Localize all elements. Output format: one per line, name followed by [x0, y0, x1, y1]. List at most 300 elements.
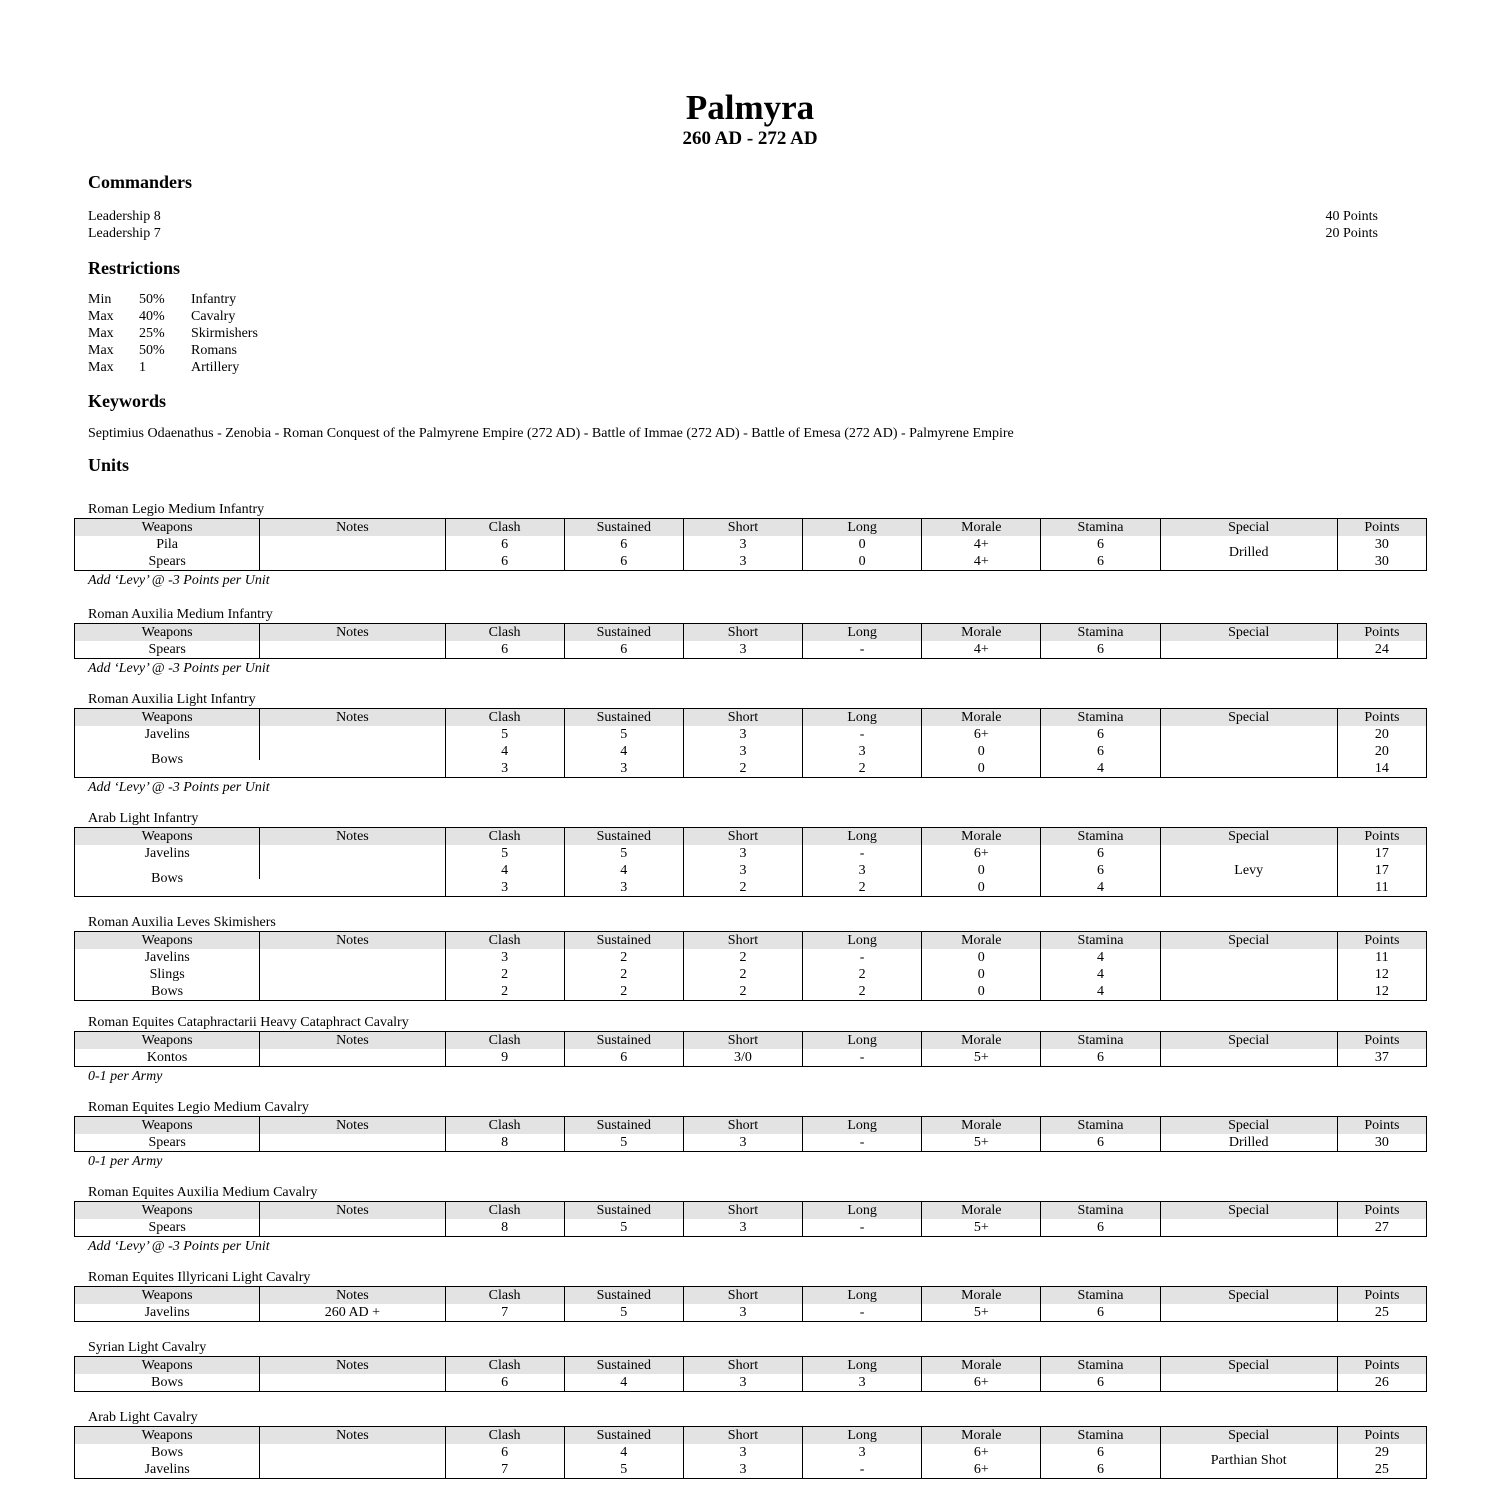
- column-header: Special: [1160, 828, 1337, 846]
- special-cell: [1160, 1374, 1337, 1392]
- long-cell: -: [803, 1049, 922, 1067]
- restriction-row: [88, 359, 1428, 376]
- short-cell: 3: [683, 1461, 802, 1479]
- unit-name: Roman Equites Auxilia Medium Cavalry: [88, 1185, 318, 1200]
- notes-cell: [260, 1461, 445, 1479]
- unit-name: Roman Equites Legio Medium Cavalry: [88, 1100, 309, 1115]
- stamina-cell: 6: [1041, 1134, 1160, 1152]
- unit-note: Add ‘Levy’ @ -3 Points per Unit: [88, 780, 270, 795]
- weapons-cell: Javelins: [144, 726, 190, 742]
- unit-table: [74, 1201, 1427, 1237]
- restriction-row: [88, 325, 1428, 342]
- column-header: Sustained: [564, 624, 683, 642]
- short-cell: 3: [683, 862, 802, 879]
- column-header: Long: [803, 1427, 922, 1445]
- clash-cell: 3: [445, 760, 564, 778]
- notes-cell: [260, 966, 445, 983]
- unit-table: [74, 1356, 1427, 1392]
- clash-cell: 4: [445, 862, 564, 879]
- commander-name: Leadership 7: [88, 226, 161, 241]
- table-row: [75, 949, 1427, 966]
- sustained-cell: 5: [564, 1304, 683, 1322]
- morale-cell: 5+: [922, 1219, 1041, 1237]
- column-header: Sustained: [564, 519, 683, 537]
- weapons-cell: Kontos: [146, 1049, 188, 1065]
- column-header: Sustained: [564, 1357, 683, 1375]
- column-header: Short: [683, 709, 802, 727]
- table-row: [75, 1304, 1427, 1322]
- sustained-cell: 4: [564, 743, 683, 760]
- restriction-value: 1: [139, 360, 146, 375]
- clash-cell: 9: [445, 1049, 564, 1067]
- unit-note: 0-1 per Army: [88, 1154, 163, 1169]
- short-cell: 2: [683, 879, 802, 897]
- points-cell: 14: [1337, 760, 1426, 778]
- column-header: Special: [1160, 1032, 1337, 1050]
- weapons-cell: Javelins: [144, 1304, 190, 1320]
- weapons-cell: Bows: [151, 1444, 184, 1460]
- column-header: Clash: [445, 1117, 564, 1135]
- restriction-category: Infantry: [191, 292, 237, 307]
- unit-block: [74, 811, 1427, 897]
- weapons-cell: Spears: [148, 1219, 186, 1235]
- table-row: [75, 983, 1427, 1001]
- weapons-cell: Pila: [156, 536, 179, 552]
- column-header: Notes: [260, 932, 445, 950]
- clash-cell: 6: [445, 1444, 564, 1461]
- table-header-row: [75, 932, 1427, 950]
- column-header: Notes: [260, 624, 445, 642]
- stamina-cell: 6: [1041, 743, 1160, 760]
- stamina-cell: 6: [1041, 1049, 1160, 1067]
- sustained-cell: 2: [564, 983, 683, 1001]
- long-cell: -: [803, 641, 922, 659]
- points-cell: 26: [1337, 1374, 1426, 1392]
- table-header-row: [75, 1287, 1427, 1305]
- column-header: Sustained: [564, 828, 683, 846]
- column-header: Stamina: [1041, 828, 1160, 846]
- keywords-heading: Keywords: [88, 391, 166, 411]
- column-header: Short: [683, 1117, 802, 1135]
- points-cell: 17: [1337, 862, 1426, 879]
- table-row: [75, 641, 1427, 659]
- special-cell: Drilled: [1160, 1134, 1337, 1152]
- weapons-cell: Slings: [149, 966, 185, 982]
- unit-block: [74, 1410, 1427, 1479]
- points-cell: 11: [1337, 949, 1426, 966]
- special-cell: Parthian Shot: [1160, 1444, 1337, 1479]
- morale-cell: 4+: [922, 641, 1041, 659]
- table-header-row: [75, 709, 1427, 727]
- points-cell: 20: [1337, 726, 1426, 743]
- column-header: Short: [683, 1427, 802, 1445]
- notes-cell: [260, 760, 445, 778]
- column-header: Notes: [260, 1287, 445, 1305]
- short-cell: 2: [683, 966, 802, 983]
- sustained-cell: 4: [564, 1374, 683, 1392]
- unit-table: [74, 708, 1427, 778]
- morale-cell: 5+: [922, 1049, 1041, 1067]
- column-header: Long: [803, 1287, 922, 1305]
- sustained-cell: 2: [564, 949, 683, 966]
- clash-cell: 3: [445, 879, 564, 897]
- restriction-limit: Min: [88, 292, 112, 307]
- long-cell: -: [803, 1134, 922, 1152]
- column-header: Clash: [445, 624, 564, 642]
- keywords-text: Septimius Odaenathus - Zenobia - Roman Conquest of the Palmyrene Empire (272 AD) - Battle of Immae (272 AD) - Battle of Emesa (272 AD) - Palmyrene Empire: [88, 426, 1014, 441]
- morale-cell: 6+: [922, 845, 1041, 862]
- notes-cell: [260, 862, 445, 879]
- restriction-limit: Max: [88, 360, 114, 375]
- column-header: Short: [683, 828, 802, 846]
- column-header: Stamina: [1041, 519, 1160, 537]
- clash-cell: 7: [445, 1304, 564, 1322]
- commander-name: Leadership 8: [88, 209, 161, 224]
- column-header: Short: [683, 932, 802, 950]
- long-cell: -: [803, 726, 922, 743]
- restriction-value: 50%: [139, 292, 165, 307]
- sustained-cell: 3: [564, 879, 683, 897]
- column-header: Clash: [445, 1427, 564, 1445]
- column-header: Notes: [260, 1427, 445, 1445]
- column-header: Clash: [445, 519, 564, 537]
- column-header: Stamina: [1041, 1357, 1160, 1375]
- stamina-cell: 4: [1041, 966, 1160, 983]
- table-header-row: [75, 624, 1427, 642]
- column-header: Points: [1337, 1287, 1426, 1305]
- unit-block: [74, 502, 1427, 589]
- special-cell: [1160, 1304, 1337, 1322]
- short-cell: 3: [683, 726, 802, 743]
- column-header: Long: [803, 709, 922, 727]
- column-header: Weapons: [75, 709, 260, 727]
- unit-name: Roman Auxilia Leves Skimishers: [88, 915, 276, 930]
- table-row: [75, 726, 1427, 743]
- column-header: Weapons: [75, 1357, 260, 1375]
- long-cell: -: [803, 949, 922, 966]
- column-header: Weapons: [75, 828, 260, 846]
- stamina-cell: 6: [1041, 1461, 1160, 1479]
- restriction-value: 50%: [139, 343, 165, 358]
- short-cell: 2: [683, 983, 802, 1001]
- table-header-row: [75, 1427, 1427, 1445]
- notes-cell: [260, 743, 445, 760]
- unit-block: [74, 1185, 1427, 1255]
- column-header: Sustained: [564, 1032, 683, 1050]
- column-header: Morale: [922, 828, 1041, 846]
- column-header: Long: [803, 519, 922, 537]
- column-header: Sustained: [564, 1117, 683, 1135]
- special-cell: [1160, 966, 1337, 983]
- unit-table: [74, 1286, 1427, 1322]
- unit-table: [74, 1116, 1427, 1152]
- short-cell: 2: [683, 760, 802, 778]
- morale-cell: 6+: [922, 726, 1041, 743]
- weapons-cell: Spears: [148, 641, 186, 657]
- column-header: Morale: [922, 709, 1041, 727]
- page-title: Palmyra: [685, 88, 815, 127]
- column-header: Sustained: [564, 1202, 683, 1220]
- table-header-row: [75, 1202, 1427, 1220]
- short-cell: 3: [683, 536, 802, 553]
- column-header: Special: [1160, 1287, 1337, 1305]
- stamina-cell: 4: [1041, 879, 1160, 897]
- column-header: Notes: [260, 1032, 445, 1050]
- notes-cell: [260, 1444, 445, 1461]
- column-header: Stamina: [1041, 1117, 1160, 1135]
- morale-cell: 0: [922, 983, 1041, 1001]
- notes-cell: [260, 949, 445, 966]
- notes-cell: [260, 983, 445, 1001]
- column-header: Morale: [922, 932, 1041, 950]
- sustained-cell: 2: [564, 966, 683, 983]
- clash-cell: 2: [445, 966, 564, 983]
- column-header: Points: [1337, 1117, 1426, 1135]
- sustained-cell: 4: [564, 862, 683, 879]
- points-cell: 25: [1337, 1461, 1426, 1479]
- special-cell: [1160, 743, 1337, 760]
- column-header: Clash: [445, 828, 564, 846]
- column-header: Short: [683, 1357, 802, 1375]
- column-header: Morale: [922, 1032, 1041, 1050]
- special-cell: [1160, 1219, 1337, 1237]
- points-cell: 30: [1337, 1134, 1426, 1152]
- short-cell: 3/0: [683, 1049, 802, 1067]
- restriction-row: [88, 342, 1428, 359]
- restrictions-heading: Restrictions: [88, 258, 180, 278]
- weapons-cell: Spears: [148, 1134, 186, 1150]
- points-cell: 12: [1337, 983, 1426, 1001]
- unit-block: [74, 607, 1427, 677]
- unit-name: Roman Legio Medium Infantry: [88, 502, 265, 517]
- long-cell: 3: [803, 862, 922, 879]
- stamina-cell: 4: [1041, 949, 1160, 966]
- weapons-cell: Spears: [148, 553, 186, 569]
- restriction-value: 25%: [139, 326, 165, 341]
- column-header: Stamina: [1041, 1427, 1160, 1445]
- notes-cell: [260, 726, 445, 743]
- notes-cell: [260, 641, 445, 659]
- column-header: Stamina: [1041, 624, 1160, 642]
- clash-cell: 8: [445, 1219, 564, 1237]
- commanders-heading: Commanders: [88, 172, 192, 192]
- long-cell: 3: [803, 1374, 922, 1392]
- short-cell: 3: [683, 1444, 802, 1461]
- column-header: Long: [803, 1032, 922, 1050]
- column-header: Long: [803, 1117, 922, 1135]
- restriction-limit: Max: [88, 326, 114, 341]
- sustained-cell: 3: [564, 760, 683, 778]
- table-header-row: [75, 1117, 1427, 1135]
- special-cell: Levy: [1160, 845, 1337, 897]
- stamina-cell: 6: [1041, 862, 1160, 879]
- unit-name: Roman Auxilia Light Infantry: [88, 692, 256, 707]
- special-cell: [1160, 983, 1337, 1001]
- column-header: Weapons: [75, 1117, 260, 1135]
- points-cell: 37: [1337, 1049, 1426, 1067]
- points-cell: 25: [1337, 1304, 1426, 1322]
- unit-block: [74, 915, 1427, 1001]
- column-header: Long: [803, 932, 922, 950]
- long-cell: 2: [803, 879, 922, 897]
- points-cell: 17: [1337, 845, 1426, 862]
- page-header: [0, 88, 1500, 150]
- unit-name: Arab Light Cavalry: [88, 1410, 198, 1425]
- column-header: Long: [803, 1357, 922, 1375]
- column-header: Notes: [260, 1357, 445, 1375]
- notes-cell: [260, 879, 445, 897]
- column-header: Points: [1337, 1202, 1426, 1220]
- clash-cell: 6: [445, 1374, 564, 1392]
- morale-cell: 0: [922, 862, 1041, 879]
- commander-row: [88, 208, 1378, 225]
- table-header-row: [75, 1357, 1427, 1375]
- restriction-value: 40%: [139, 309, 165, 324]
- column-header: Short: [683, 519, 802, 537]
- notes-cell: 260 AD +: [260, 1304, 445, 1322]
- points-cell: 29: [1337, 1444, 1426, 1461]
- page-dates: 260 AD - 272 AD: [682, 128, 818, 149]
- column-header: Points: [1337, 1357, 1426, 1375]
- column-header: Weapons: [75, 1287, 260, 1305]
- column-header: Notes: [260, 709, 445, 727]
- unit-block: [74, 1340, 1427, 1392]
- notes-cell: [260, 553, 445, 571]
- column-header: Weapons: [75, 1202, 260, 1220]
- unit-name: Roman Auxilia Medium Infantry: [88, 607, 273, 622]
- sustained-cell: 5: [564, 1134, 683, 1152]
- morale-cell: 6+: [922, 1374, 1041, 1392]
- column-header: Points: [1337, 624, 1426, 642]
- special-cell: [1160, 641, 1337, 659]
- units-list: [74, 500, 1427, 1479]
- long-cell: 3: [803, 743, 922, 760]
- clash-cell: 6: [445, 553, 564, 571]
- table-header-row: [75, 828, 1427, 846]
- column-header: Weapons: [75, 1427, 260, 1445]
- short-cell: 3: [683, 553, 802, 571]
- unit-name: Roman Equites Illyricani Light Cavalry: [88, 1270, 311, 1285]
- long-cell: 2: [803, 760, 922, 778]
- sustained-cell: 5: [564, 1219, 683, 1237]
- short-cell: 3: [683, 1304, 802, 1322]
- points-cell: 30: [1337, 553, 1426, 571]
- special-cell: Drilled: [1160, 536, 1337, 571]
- column-header: Special: [1160, 1357, 1337, 1375]
- sustained-cell: 6: [564, 553, 683, 571]
- column-header: Sustained: [564, 932, 683, 950]
- morale-cell: 0: [922, 879, 1041, 897]
- column-header: Clash: [445, 1032, 564, 1050]
- stamina-cell: 6: [1041, 641, 1160, 659]
- table-row: [75, 760, 1427, 778]
- column-header: Points: [1337, 709, 1426, 727]
- clash-cell: 4: [445, 743, 564, 760]
- table-row: [75, 1219, 1427, 1237]
- weapons-cell: Bows: [151, 983, 184, 999]
- restriction-category: Skirmishers: [191, 326, 258, 341]
- unit-table: [74, 623, 1427, 659]
- stamina-cell: 6: [1041, 1304, 1160, 1322]
- unit-table: [74, 931, 1427, 1001]
- long-cell: -: [803, 1461, 922, 1479]
- commander-points: 20 Points: [1325, 226, 1378, 241]
- notes-cell: [260, 536, 445, 553]
- short-cell: 3: [683, 641, 802, 659]
- morale-cell: 0: [922, 760, 1041, 778]
- column-header: Stamina: [1041, 1202, 1160, 1220]
- column-header: Notes: [260, 828, 445, 846]
- column-header: Special: [1160, 932, 1337, 950]
- weapons-cell: Javelins: [144, 949, 190, 965]
- points-cell: 24: [1337, 641, 1426, 659]
- restriction-row: [88, 308, 1428, 325]
- column-header: Morale: [922, 1202, 1041, 1220]
- points-cell: 27: [1337, 1219, 1426, 1237]
- points-cell: 30: [1337, 536, 1426, 553]
- restriction-category: Artillery: [191, 360, 240, 375]
- unit-table: [74, 1031, 1427, 1067]
- column-header: Special: [1160, 519, 1337, 537]
- sustained-cell: 6: [564, 641, 683, 659]
- morale-cell: 0: [922, 949, 1041, 966]
- column-header: Points: [1337, 828, 1426, 846]
- weapons-cell: Bows: [151, 752, 184, 767]
- table-header-row: [75, 519, 1427, 537]
- stamina-cell: 6: [1041, 845, 1160, 862]
- sustained-cell: 5: [564, 726, 683, 743]
- clash-cell: 8: [445, 1134, 564, 1152]
- restriction-limit: Max: [88, 309, 114, 324]
- stamina-cell: 4: [1041, 760, 1160, 778]
- table-row: [75, 536, 1427, 553]
- table-row: [75, 1444, 1427, 1461]
- clash-cell: 3: [445, 949, 564, 966]
- column-header: Special: [1160, 1427, 1337, 1445]
- stamina-cell: 6: [1041, 726, 1160, 743]
- commanders-list: [88, 208, 1428, 242]
- units-heading: Units: [88, 455, 130, 475]
- column-header: Morale: [922, 519, 1041, 537]
- notes-cell: [260, 845, 445, 862]
- column-header: Notes: [260, 519, 445, 537]
- table-row: [75, 1134, 1427, 1152]
- column-header: Weapons: [75, 519, 260, 537]
- unit-name: Arab Light Infantry: [88, 811, 199, 826]
- column-header: Weapons: [75, 624, 260, 642]
- restriction-category: Cavalry: [191, 309, 236, 324]
- column-header: Clash: [445, 1357, 564, 1375]
- stamina-cell: 6: [1041, 1444, 1160, 1461]
- column-header: Special: [1160, 1202, 1337, 1220]
- sustained-cell: 6: [564, 1049, 683, 1067]
- column-header: Short: [683, 1287, 802, 1305]
- column-header: Notes: [260, 1117, 445, 1135]
- column-header: Short: [683, 624, 802, 642]
- commander-row: [88, 225, 1378, 242]
- special-cell: [1160, 726, 1337, 743]
- points-cell: 11: [1337, 879, 1426, 897]
- weapons-cell: Javelins: [144, 1461, 190, 1477]
- table-row: [75, 1374, 1427, 1392]
- short-cell: 2: [683, 949, 802, 966]
- column-header: Points: [1337, 1032, 1426, 1050]
- clash-cell: 5: [445, 726, 564, 743]
- table-row: [75, 966, 1427, 983]
- column-header: Morale: [922, 1117, 1041, 1135]
- army-overview: [88, 170, 1428, 477]
- sustained-cell: 6: [564, 536, 683, 553]
